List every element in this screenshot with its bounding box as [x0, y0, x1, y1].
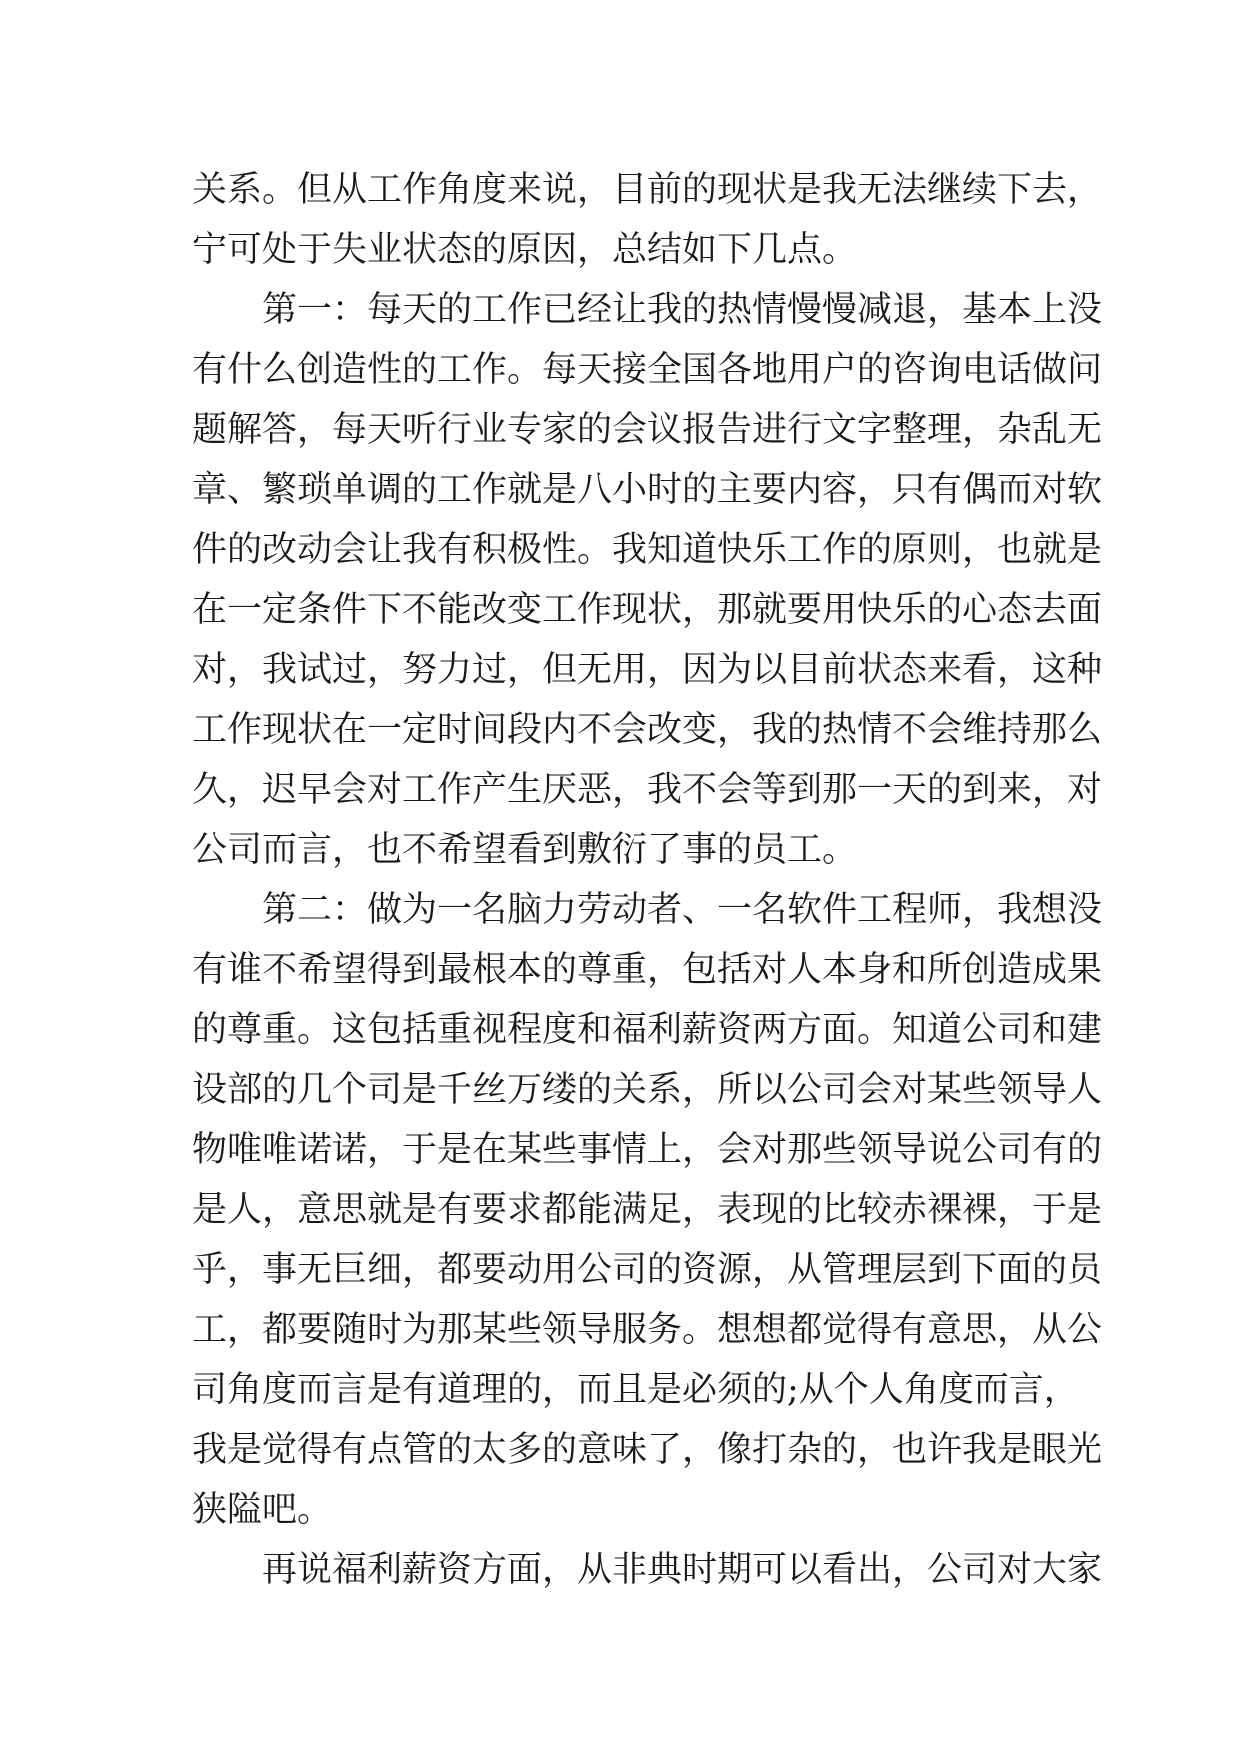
text-line: 再说福利薪资方面，从非典时期可以看出，公司对大家	[262, 1550, 1103, 1590]
text-line: 章、繁琐单调的工作就是八小时的主要内容，只有偶而对软	[192, 470, 1103, 510]
document-body	[192, 160, 1103, 1600]
text-line: 乎，事无巨细，都要动用公司的资源，从管理层到下面的员	[192, 1250, 1103, 1290]
text-line: 我是觉得有点管的太多的意味了，像打杂的，也许我是眼光	[192, 1430, 1103, 1470]
text-line: 有什么创造性的工作。每天接全国各地用户的咨询电话做问	[192, 350, 1103, 390]
text-line: 宁可处于失业状态的原因，总结如下几点。	[192, 230, 858, 270]
text-line: 设部的几个司是千丝万缕的关系，所以公司会对某些领导人	[192, 1070, 1103, 1110]
text-line: 有谁不希望得到最根本的尊重，包括对人本身和所创造成果	[192, 950, 1103, 990]
text-line: 久，迟早会对工作产生厌恶，我不会等到那一天的到来，对	[192, 770, 1103, 810]
text-line: 司角度而言是有道理的，而且是必须的;从个人角度而言，	[192, 1370, 1079, 1410]
text-line: 对，我试过，努力过，但无用，因为以目前状态来看，这种	[192, 650, 1103, 690]
text-line: 工作现状在一定时间段内不会改变，我的热情不会维持那么	[192, 710, 1103, 750]
text-line: 关系。但从工作角度来说，目前的现状是我无法继续下去，	[192, 170, 1103, 210]
text-line: 件的改动会让我有积极性。我知道快乐工作的原则，也就是	[192, 530, 1103, 570]
text-line: 公司而言，也不希望看到敷衍了事的员工。	[192, 830, 858, 870]
text-line: 在一定条件下不能改变工作现状，那就要用快乐的心态去面	[192, 590, 1103, 630]
text-line: 狭隘吧。	[192, 1490, 333, 1530]
text-line: 物唯唯诺诺，于是在某些事情上，会对那些领导说公司有的	[192, 1130, 1103, 1170]
text-line: 第一：每天的工作已经让我的热情慢慢减退，基本上没	[262, 290, 1103, 330]
text-line: 题解答，每天听行业专家的会议报告进行文字整理，杂乱无	[192, 410, 1103, 450]
text-line: 第二：做为一名脑力劳动者、一名软件工程师，我想没	[262, 890, 1103, 930]
text-line: 工，都要随时为那某些领导服务。想想都觉得有意思，从公	[192, 1310, 1103, 1350]
text-line: 是人，意思就是有要求都能满足，表现的比较赤裸裸，于是	[192, 1190, 1103, 1230]
text-line: 的尊重。这包括重视程度和福利薪资两方面。知道公司和建	[192, 1010, 1103, 1050]
